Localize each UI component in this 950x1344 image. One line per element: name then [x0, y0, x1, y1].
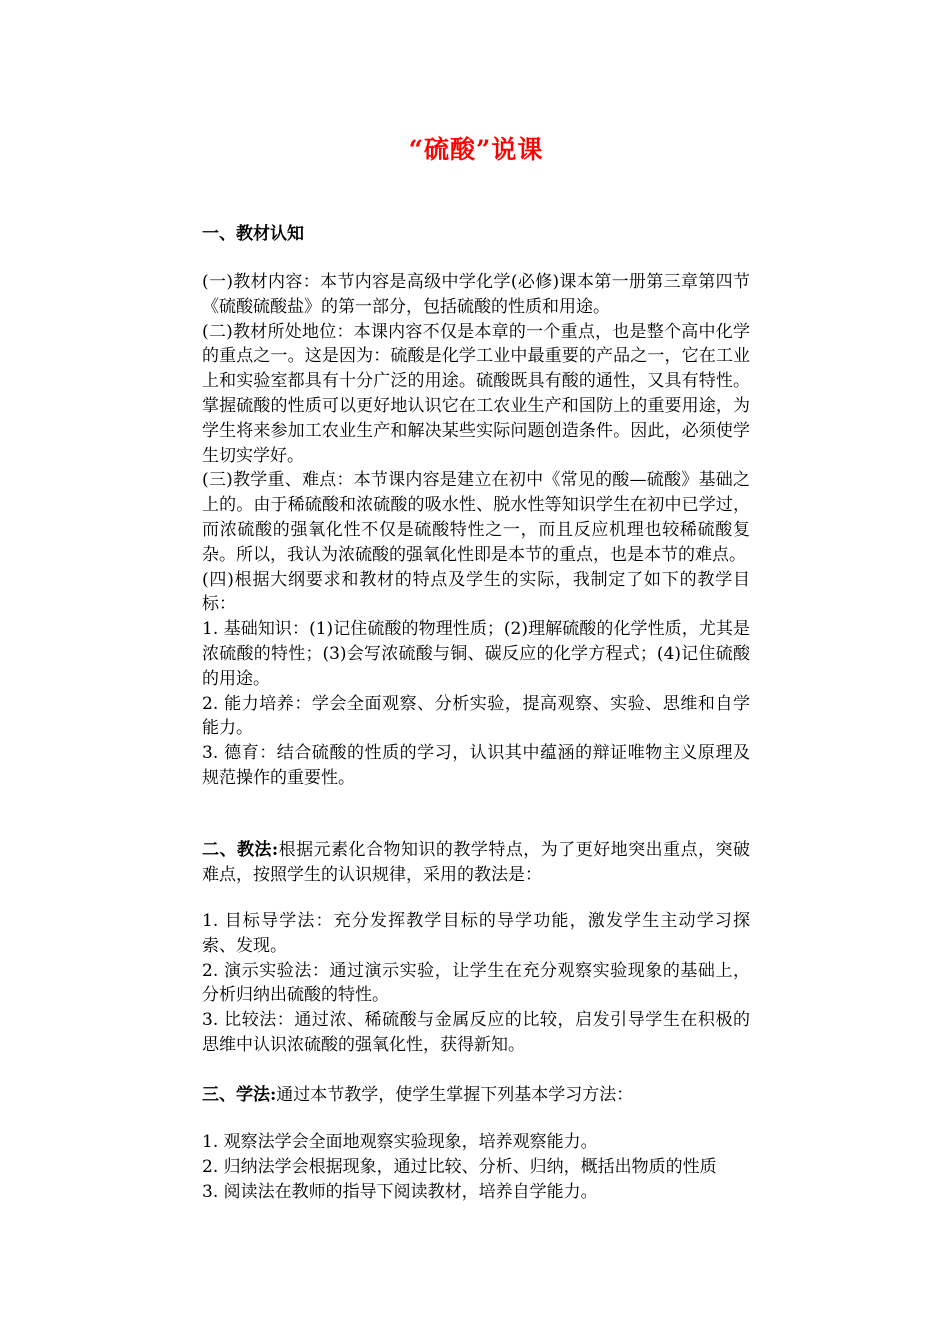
objective-ability: 2. 能力培养：学会全面观察、分析实验，提高观察、实验、思维和自学能力。	[202, 693, 750, 739]
section-textbook	[202, 222, 750, 247]
paragraph-key-points: (三)教学重、难点：本节课内容是建立在初中《常见的酸—硫酸》基础之上的。由于稀硫酸和浓硫酸的吸水性、脱水性等知识学生在初中已学过，而浓硫酸的强氧化性不仅是硫酸特性之一，而且反应机理也较稀硫酸复杂。所以，我认为浓硫酸的强氧化性即是本节的重点，也是本节的难点。	[202, 470, 750, 565]
learning-method-intro	[202, 1083, 750, 1108]
learning-method-list	[202, 1130, 750, 1204]
section-heading: 三、学法:	[202, 1085, 277, 1105]
list-item: 1. 目标导学法：充分发挥教学目标的导学功能，激发学生主动学习探索、发现。	[202, 911, 750, 956]
list-item: 3. 比较法：通过浓、稀硫酸与金属反应的比较，启发引导学生在积极的思维中认识浓硫酸的强氧化性，获得新知。	[202, 1010, 750, 1055]
intro-text: 通过本节教学，使学生掌握下列基本学习方法：	[276, 1085, 634, 1105]
list-item: 3. 阅读法在教师的指导下阅读教材，培养自学能力。	[202, 1181, 598, 1202]
section-teaching-method	[202, 838, 750, 888]
section-heading: 二、教法:	[202, 840, 279, 860]
teaching-method-intro	[202, 838, 750, 888]
objective-moral: 3. 德育：结合硫酸的性质的学习，认识其中蕴涵的辩证唯物主义原理及规范操作的重要性。	[202, 743, 750, 788]
teaching-method-list	[202, 909, 750, 1058]
objective-knowledge: 1. 基础知识：(1)记住硫酸的物理性质；(2)理解硫酸的化学性质，尤其是浓硫酸的特性；(3)会写浓硫酸与铜、碳反应的化学方程式；(4)记住硫酸的用途。	[202, 619, 750, 689]
list-item: 2. 演示实验法：通过演示实验，让学生在充分观察实验现象的基础上，分析归纳出硫酸的特性。	[202, 960, 750, 1006]
section-textbook-body	[202, 270, 750, 791]
list-item: 2. 归纳法学会根据现象，通过比较、分析、归纳，概括出物质的性质	[202, 1156, 717, 1177]
list-item: 1. 观察法学会全面地观察实验现象，培养观察能力。	[202, 1132, 598, 1152]
paragraph-position: (二)教材所处地位：本课内容不仅是本章的一个重点，也是整个高中化学的重点之一。这是因为：硫酸是化学工业中最重要的产品之一，它在工业上和实验室都具有十分广泛的用途。硫酸既具有酸的通性，又具有特性。掌握硫酸的性质可以更好地认识它在工农业生产和国防上的重要用途，为学生将来参加工农业生产和解决某些实际问题创造条件。因此，必须使学生切实学好。	[202, 321, 750, 466]
section-heading: 一、教材认知	[202, 224, 304, 244]
document-title: “硫酸”说课	[408, 135, 544, 164]
paragraph-objectives: (四)根据大纲要求和教材的特点及学生的实际，我制定了如下的教学目标：	[202, 569, 750, 615]
paragraph-content: (一)教材内容：本节内容是高级中学化学(必修)课本第一册第三章第四节《硫酸硫酸盐》的第一部分，包括硫酸的性质和用途。	[202, 272, 750, 317]
section-learning-method	[202, 1083, 750, 1108]
intro-text: 根据元素化合物知识的教学特点，为了更好地突出重点，突破难点，按照学生的认识规律，采用的教法是：	[202, 840, 751, 885]
